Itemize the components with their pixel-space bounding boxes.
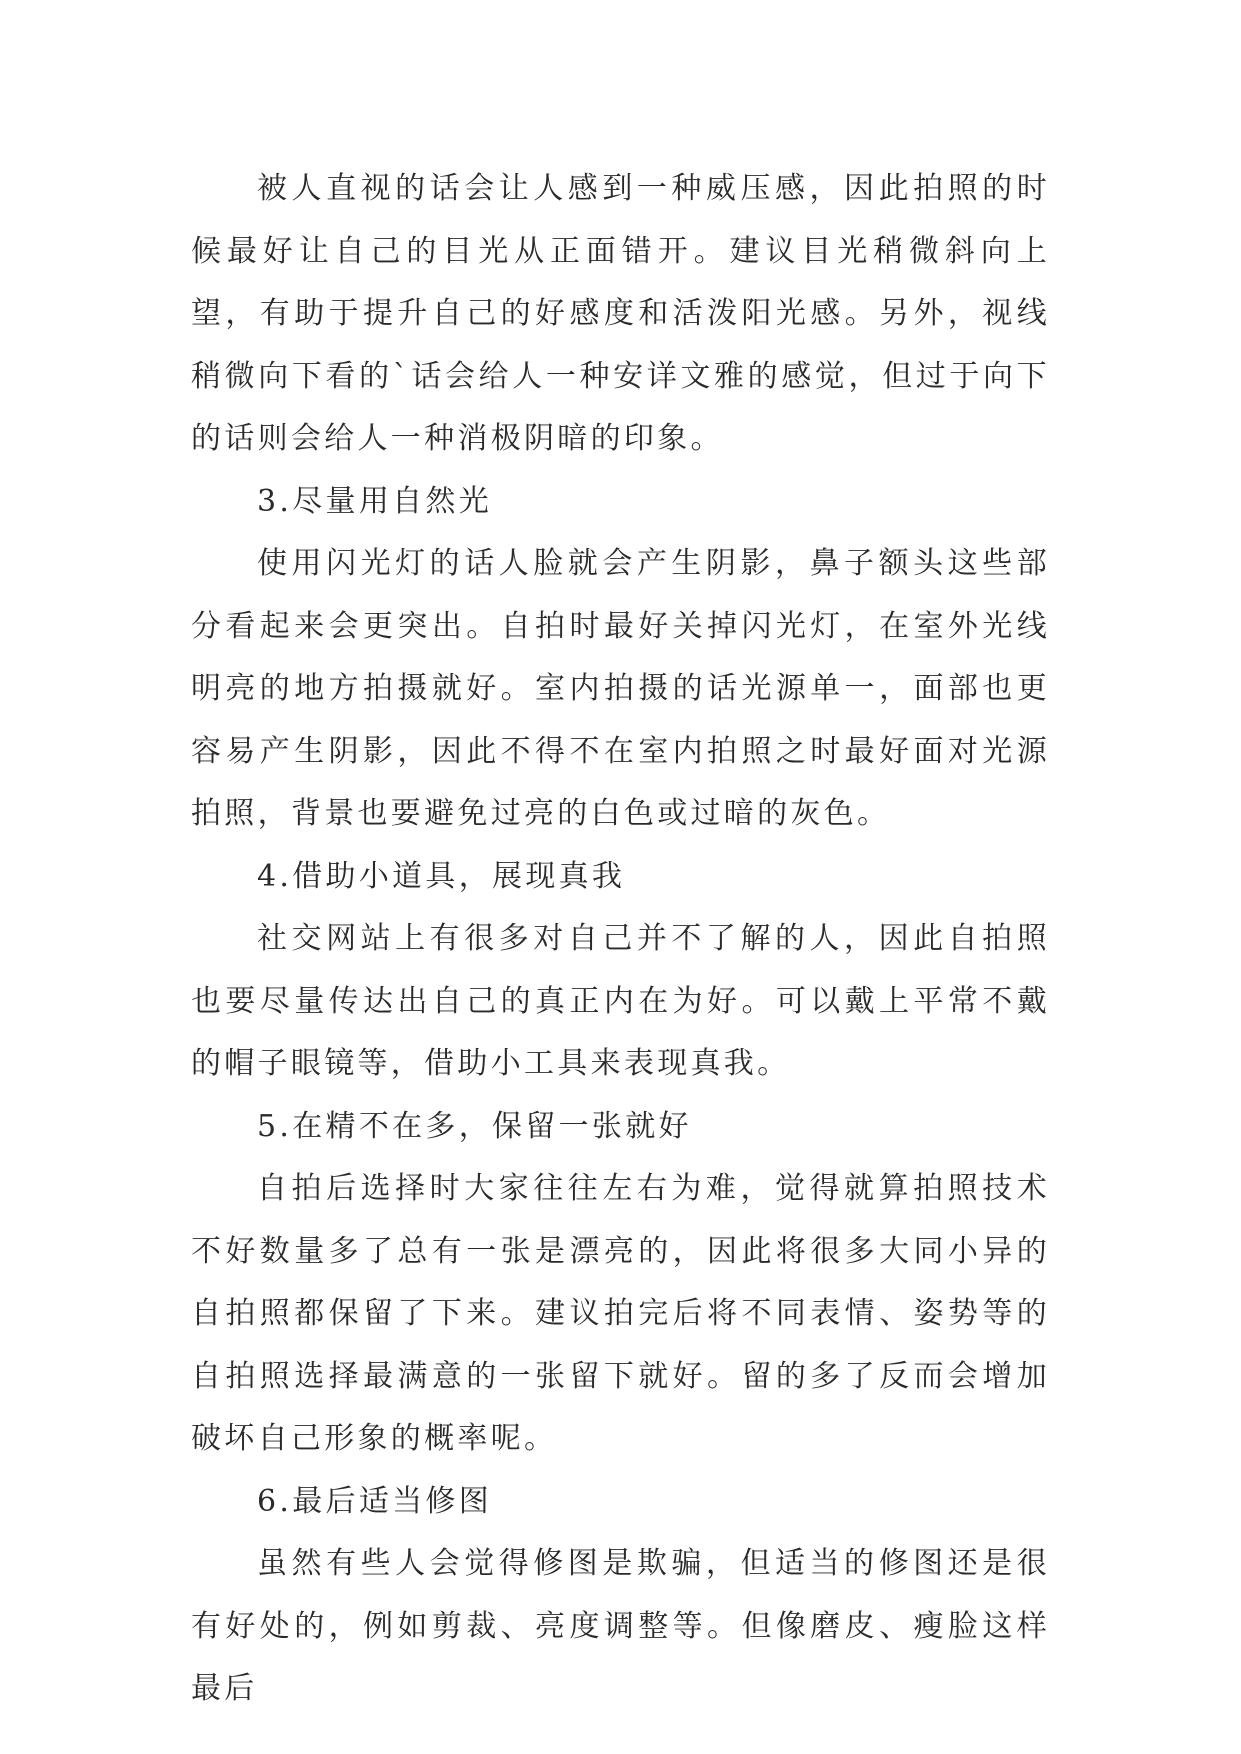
paragraph-quality-over-quantity: 自拍后选择时大家往往左右为难，觉得就算拍照技术不好数量多了总有一张是漂亮的，因此将很多大同小异的自拍照都保留了下来。建议拍完后将不同表情、姿势等的自拍照选择最满意的一张留下就好。留的多了反而会增加破坏自己形象的概率呢。: [191, 1171, 1050, 1456]
paragraph-gaze-direction: 被人直视的话会让人感到一种威压感，因此拍照的时候最好让自己的目光从正面错开。建议目光稍微斜向上望，有助于提升自己的好感度和活泼阳光感。另外，视线稍微向下看的`话会给人一种安详文雅的感觉，但过于向下的话则会给人一种消极阴暗的印象。: [191, 171, 1050, 456]
paragraph-photo-editing: 虽然有些人会觉得修图是欺骗，但适当的修图还是很有好处的，例如剪裁、亮度调整等。但像磨皮、瘦脸这样最后: [191, 1546, 1050, 1706]
paragraph-natural-light: 使用闪光灯的话人脸就会产生阴影，鼻子额头这些部分看起来会更突出。自拍时最好关掉闪光灯，在室外光线明亮的地方拍摄就好。室内拍摄的话光源单一，面部也更容易产生阴影，因此不得不在室内拍照之时最好面对光源拍照，背景也要避免过亮的白色或过暗的灰色。: [191, 546, 1050, 831]
heading-props: 4.借助小道具，展现真我: [257, 858, 626, 894]
document-body: [191, 158, 1050, 1721]
paragraph-props: 社交网站上有很多对自己并不了解的人，因此自拍照也要尽量传达出自己的真正内在为好。可以戴上平常不戴的帽子眼镜等，借助小工具来表现真我。: [191, 921, 1050, 1081]
heading-quality-over-quantity: 5.在精不在多，保留一张就好: [257, 1108, 692, 1144]
heading-photo-editing: 6.最后适当修图: [257, 1483, 493, 1519]
heading-natural-light: 3.尽量用自然光: [257, 483, 493, 519]
